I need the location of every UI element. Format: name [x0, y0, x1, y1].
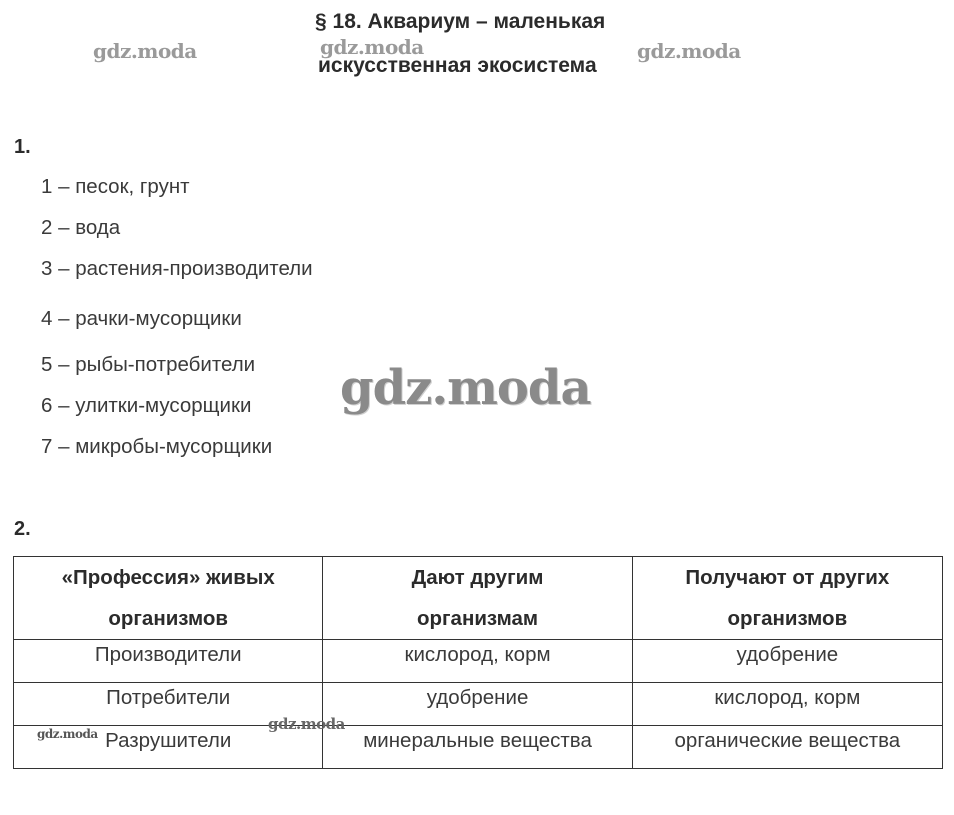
table-cell: удобрение [632, 640, 942, 683]
header-line: организмам [416, 607, 539, 630]
page-title-line-1: § 18. Аквариум – маленькая [315, 10, 606, 33]
watermark: gdz.moda [93, 39, 197, 63]
header-line: Дают другим [411, 566, 544, 589]
table-cell: Производители [14, 640, 323, 683]
organisms-table [13, 556, 943, 769]
table-cell: Потребители [14, 683, 323, 726]
header-line: «Профессия» живых [61, 566, 275, 589]
table-cell: Разрушители [14, 726, 323, 769]
watermark-small: gdz.moda [37, 727, 98, 741]
list-item: 3 – растения-производители [41, 257, 313, 280]
table-cell: органические вещества [632, 726, 942, 769]
task-1-number: 1. [14, 136, 31, 158]
list-item: 1 – песок, грунт [41, 175, 190, 198]
table-header-row [14, 557, 943, 640]
list-item: 7 – микробы-мусорщики [41, 435, 273, 458]
table-row [14, 726, 943, 769]
header-line: организмов [727, 607, 848, 630]
watermark-small: gdz.moda [268, 715, 345, 733]
list-item: 2 – вода [41, 216, 121, 239]
header-give [323, 557, 632, 640]
watermark-large: gdz.moda [340, 360, 591, 416]
watermark: gdz.moda [320, 35, 424, 59]
list-item: 6 – улитки-мусорщики [41, 394, 252, 417]
table-cell: удобрение [323, 683, 632, 726]
table-cell: кислород, корм [323, 640, 632, 683]
table-row [14, 640, 943, 683]
list-item: 4 – рачки-мусорщики [41, 307, 242, 330]
watermark: gdz.moda [637, 39, 741, 63]
table-row [14, 683, 943, 726]
header-profession [14, 557, 323, 640]
list-item: 5 – рыбы-потребители [41, 353, 256, 376]
table-cell: кислород, корм [632, 683, 942, 726]
table-cell: минеральные вещества [323, 726, 632, 769]
header-line: Получают от других [685, 566, 890, 589]
page-title-line-2: искусственная экосистема [318, 54, 597, 77]
task-2-number: 2. [14, 518, 31, 540]
header-line: организмов [108, 607, 229, 630]
header-receive [632, 557, 942, 640]
